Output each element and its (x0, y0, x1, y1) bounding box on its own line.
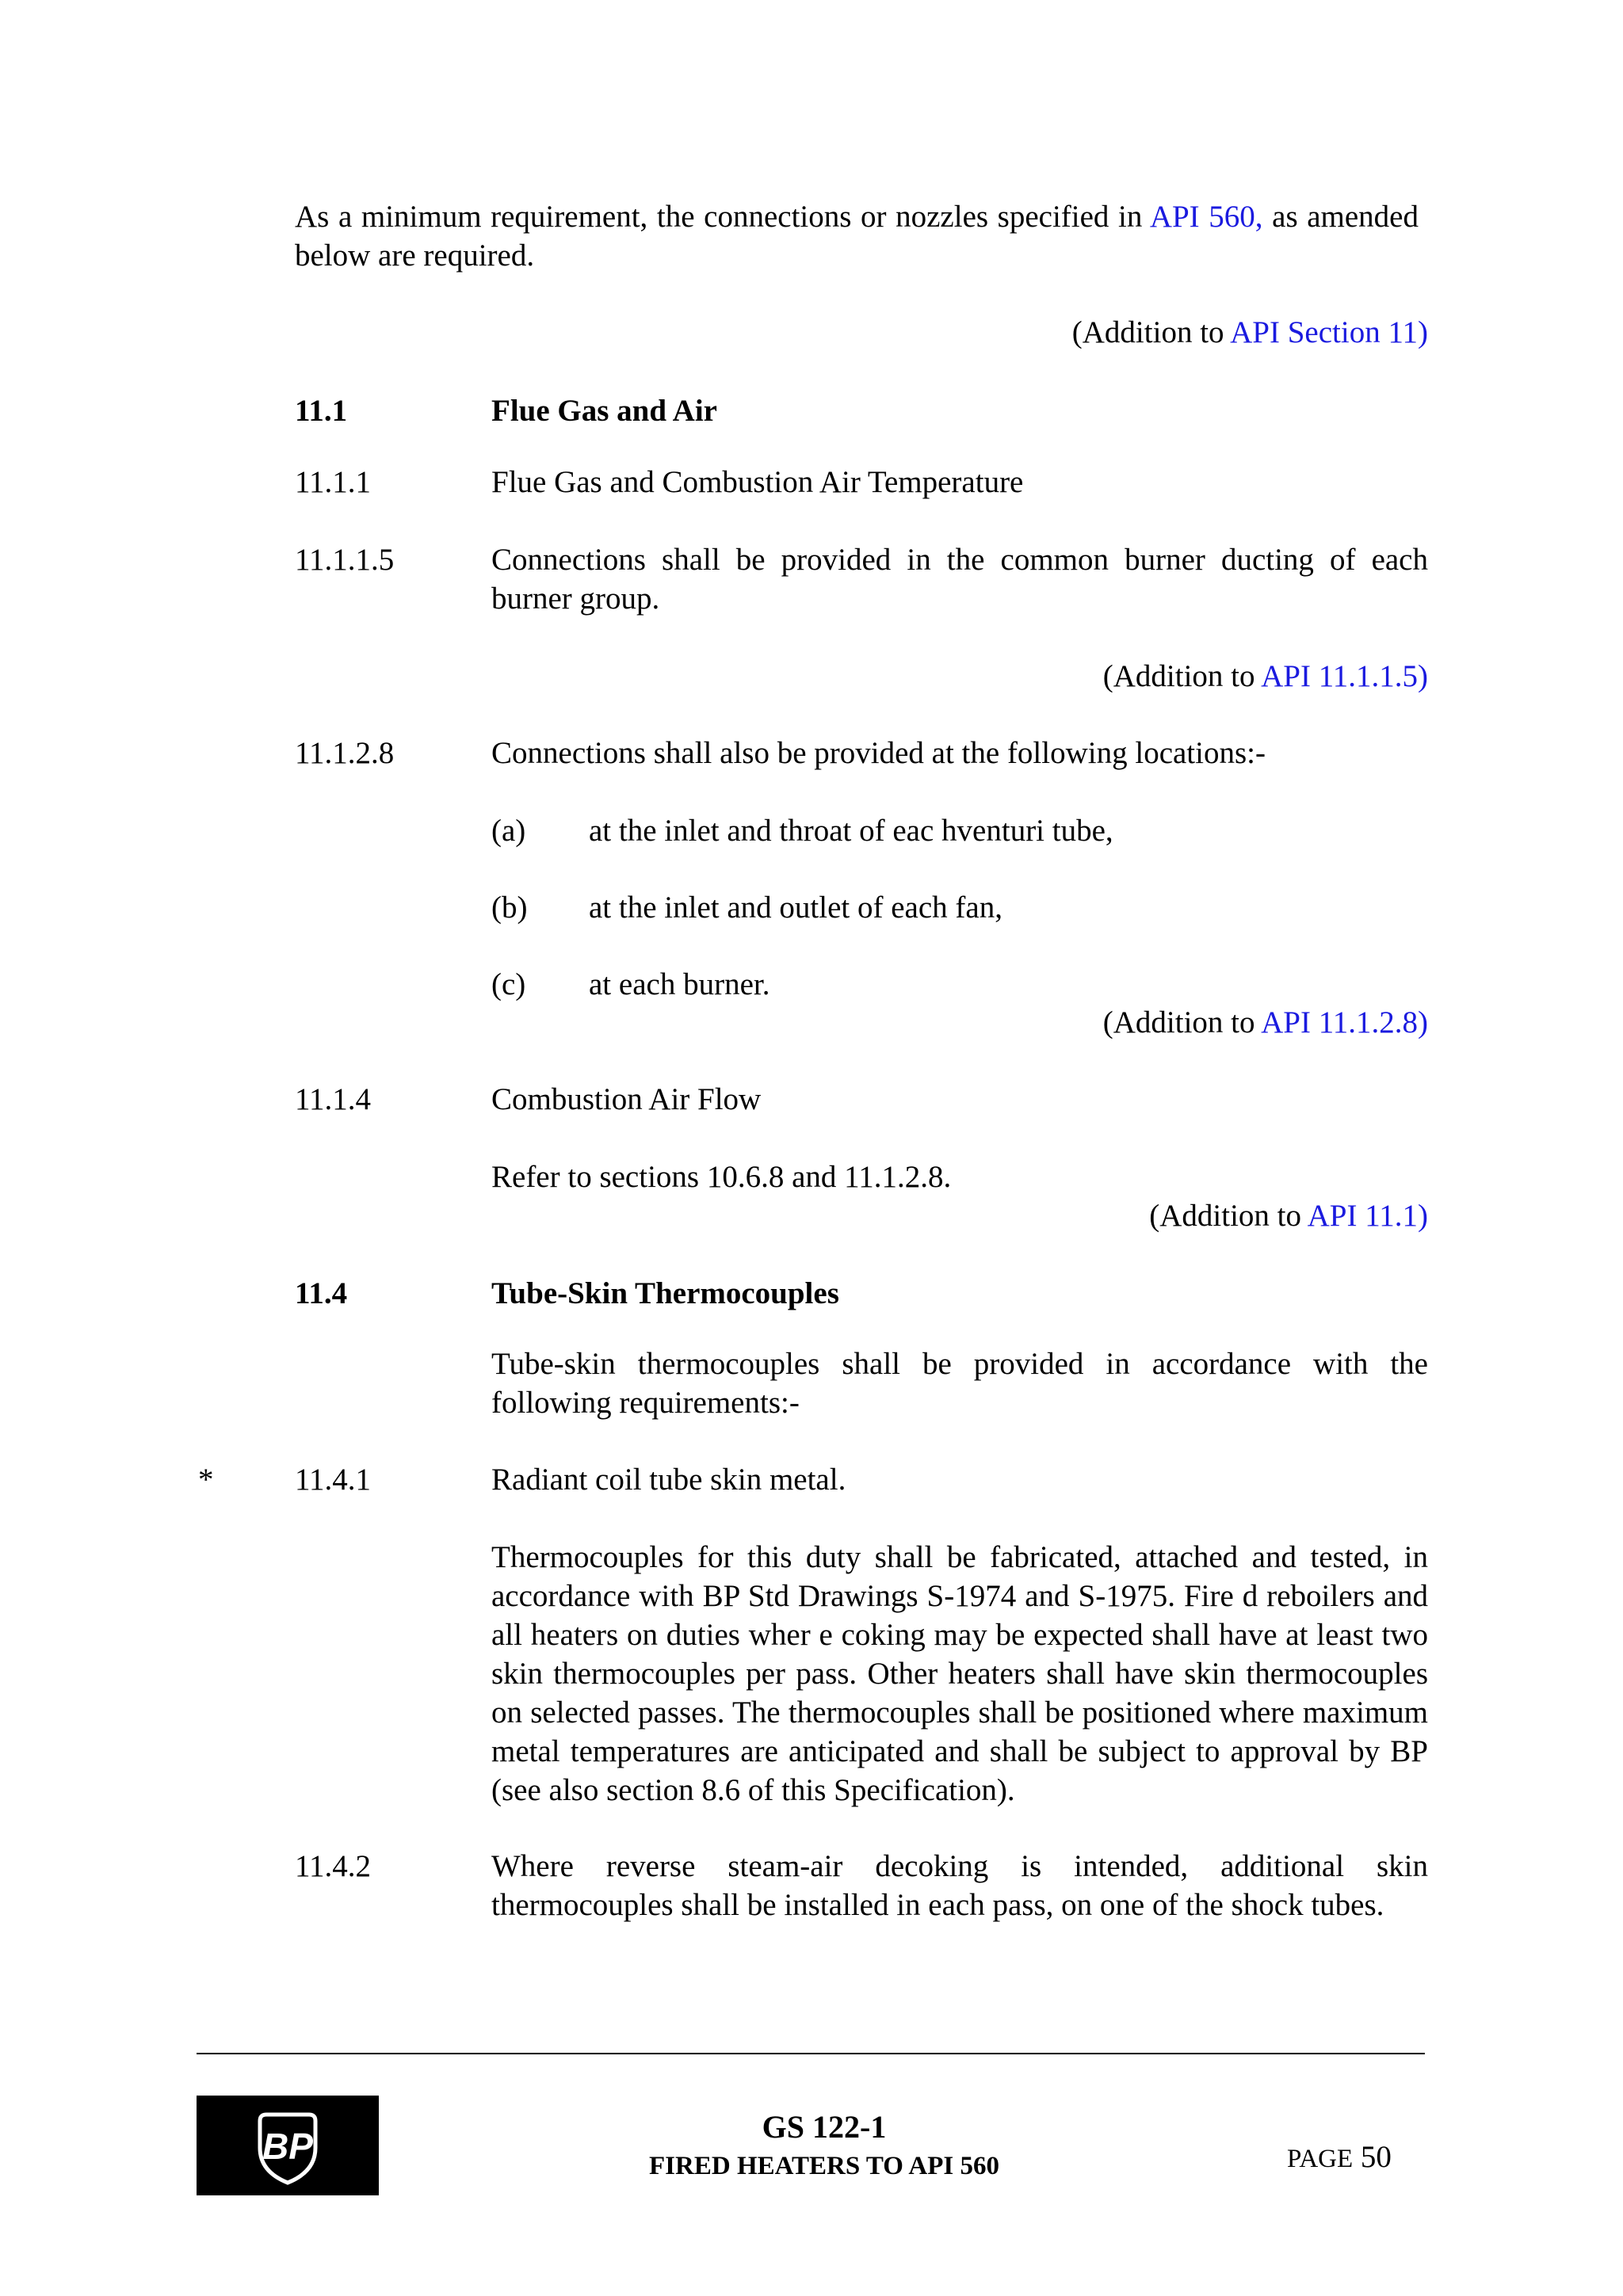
section-number-11-1-1: 11.1.1 (295, 465, 372, 499)
section-number-11-1-4: 11.1.4 (295, 1082, 372, 1116)
intro-paragraph (295, 197, 1419, 275)
document-code: GS 122-1 (762, 2109, 887, 2145)
section-title-11-1-1: Flue Gas and Combustion Air Temperature (491, 465, 1024, 499)
section-text-11-1-1-5: Connections shall be provided in the common burner ducting of each burner group. (491, 543, 1428, 616)
section-text-11-4-2: Where reverse steam-air decoking is intended, additional skin thermocouples shall be installed in each pass, on one of the shock tubes. (491, 1849, 1428, 1922)
section-number-11-1: 11.1 (295, 394, 348, 428)
footer-divider (197, 2053, 1425, 2054)
bp-logo (197, 2096, 379, 2195)
api-section-11-link[interactable]: API Section 11) (1230, 315, 1428, 349)
section-title-11-1-4: Combustion Air Flow (491, 1082, 762, 1116)
bp-shield-icon (197, 2096, 379, 2195)
section-number-11-4-2: 11.4.2 (295, 1849, 372, 1883)
bp-logo-text: BP (262, 2126, 313, 2167)
intro-text-before: As a minimum requirement, the connections or nozzles specified in (295, 200, 1150, 234)
list-item-text-c: at each burner. (589, 967, 770, 1001)
addition-note-11-1-1-5: (Addition to API 11.1.1.5) (1102, 659, 1428, 693)
section-text-11-4: Tube-skin thermocouples shall be provided in accordance with the following requirements:- (491, 1347, 1428, 1420)
list-item-letter-b: (b) (491, 891, 528, 925)
list-item-text-b: at the inlet and outlet of each fan, (589, 891, 1002, 925)
page-number (1287, 2138, 1392, 2179)
api-11-1-2-8-link[interactable]: API 11.1.2.8) (1261, 1005, 1428, 1039)
section-text-11-4-1: Thermocouples for this duty shall be fabricated, attached and tested, in accordance with BP Std Drawings S-1974 and S-1975. Fire d reboilers and all heaters on duties wher e coking may be expected shall have at least two skin thermocouples per pass. Other heaters shall have skin thermocouples on selected passes. The thermocouples shall be positioned where maximum metal temperatures are anticipated and shall be subject to approval by BP (see also section 8.6 of this Specification). (491, 1540, 1428, 1807)
section-text-11-1-2-8: Connections shall also be provided at the following locations:- (491, 736, 1266, 770)
api-11-1-1-5-link[interactable]: API 11.1.1.5) (1261, 659, 1428, 693)
page-label: PAGE (1287, 2145, 1354, 2173)
section-number-11-1-2-8: 11.1.2.8 (295, 736, 395, 770)
section-number-11-4: 11.4 (295, 1276, 348, 1310)
intro-text-after: as amended below are required. (295, 200, 1419, 273)
section-title-11-4-1: Radiant coil tube skin metal. (491, 1463, 846, 1497)
list-item-letter-c: (c) (491, 967, 526, 1001)
addition-note-11-1-2-8: (Addition to API 11.1.2.8) (1102, 1005, 1428, 1039)
list-item-letter-a: (a) (491, 814, 526, 848)
section-number-11-1-1-5: 11.1.1.5 (295, 543, 395, 577)
page-number-value: 50 (1360, 2140, 1392, 2174)
addition-note-11-1: (Addition to API 11.1) (1149, 1199, 1428, 1233)
section-number-11-4-1: 11.4.1 (295, 1463, 372, 1497)
addition-note-section-11: (Addition to API Section 11) (1071, 315, 1428, 349)
api-11-1-link[interactable]: API 11.1) (1307, 1199, 1428, 1233)
revision-marker: * (198, 1463, 214, 1497)
list-item-text-a: at the inlet and throat of eac hventuri tube, (589, 814, 1113, 848)
section-text-11-1-4: Refer to sections 10.6.8 and 11.1.2.8. (491, 1160, 952, 1194)
document-title: FIRED HEATERS TO API 560 (649, 2152, 999, 2180)
api-560-link[interactable]: API 560, (1149, 200, 1263, 234)
section-title-11-1: Flue Gas and Air (491, 394, 717, 428)
section-title-11-4: Tube-Skin Thermocouples (491, 1276, 839, 1310)
